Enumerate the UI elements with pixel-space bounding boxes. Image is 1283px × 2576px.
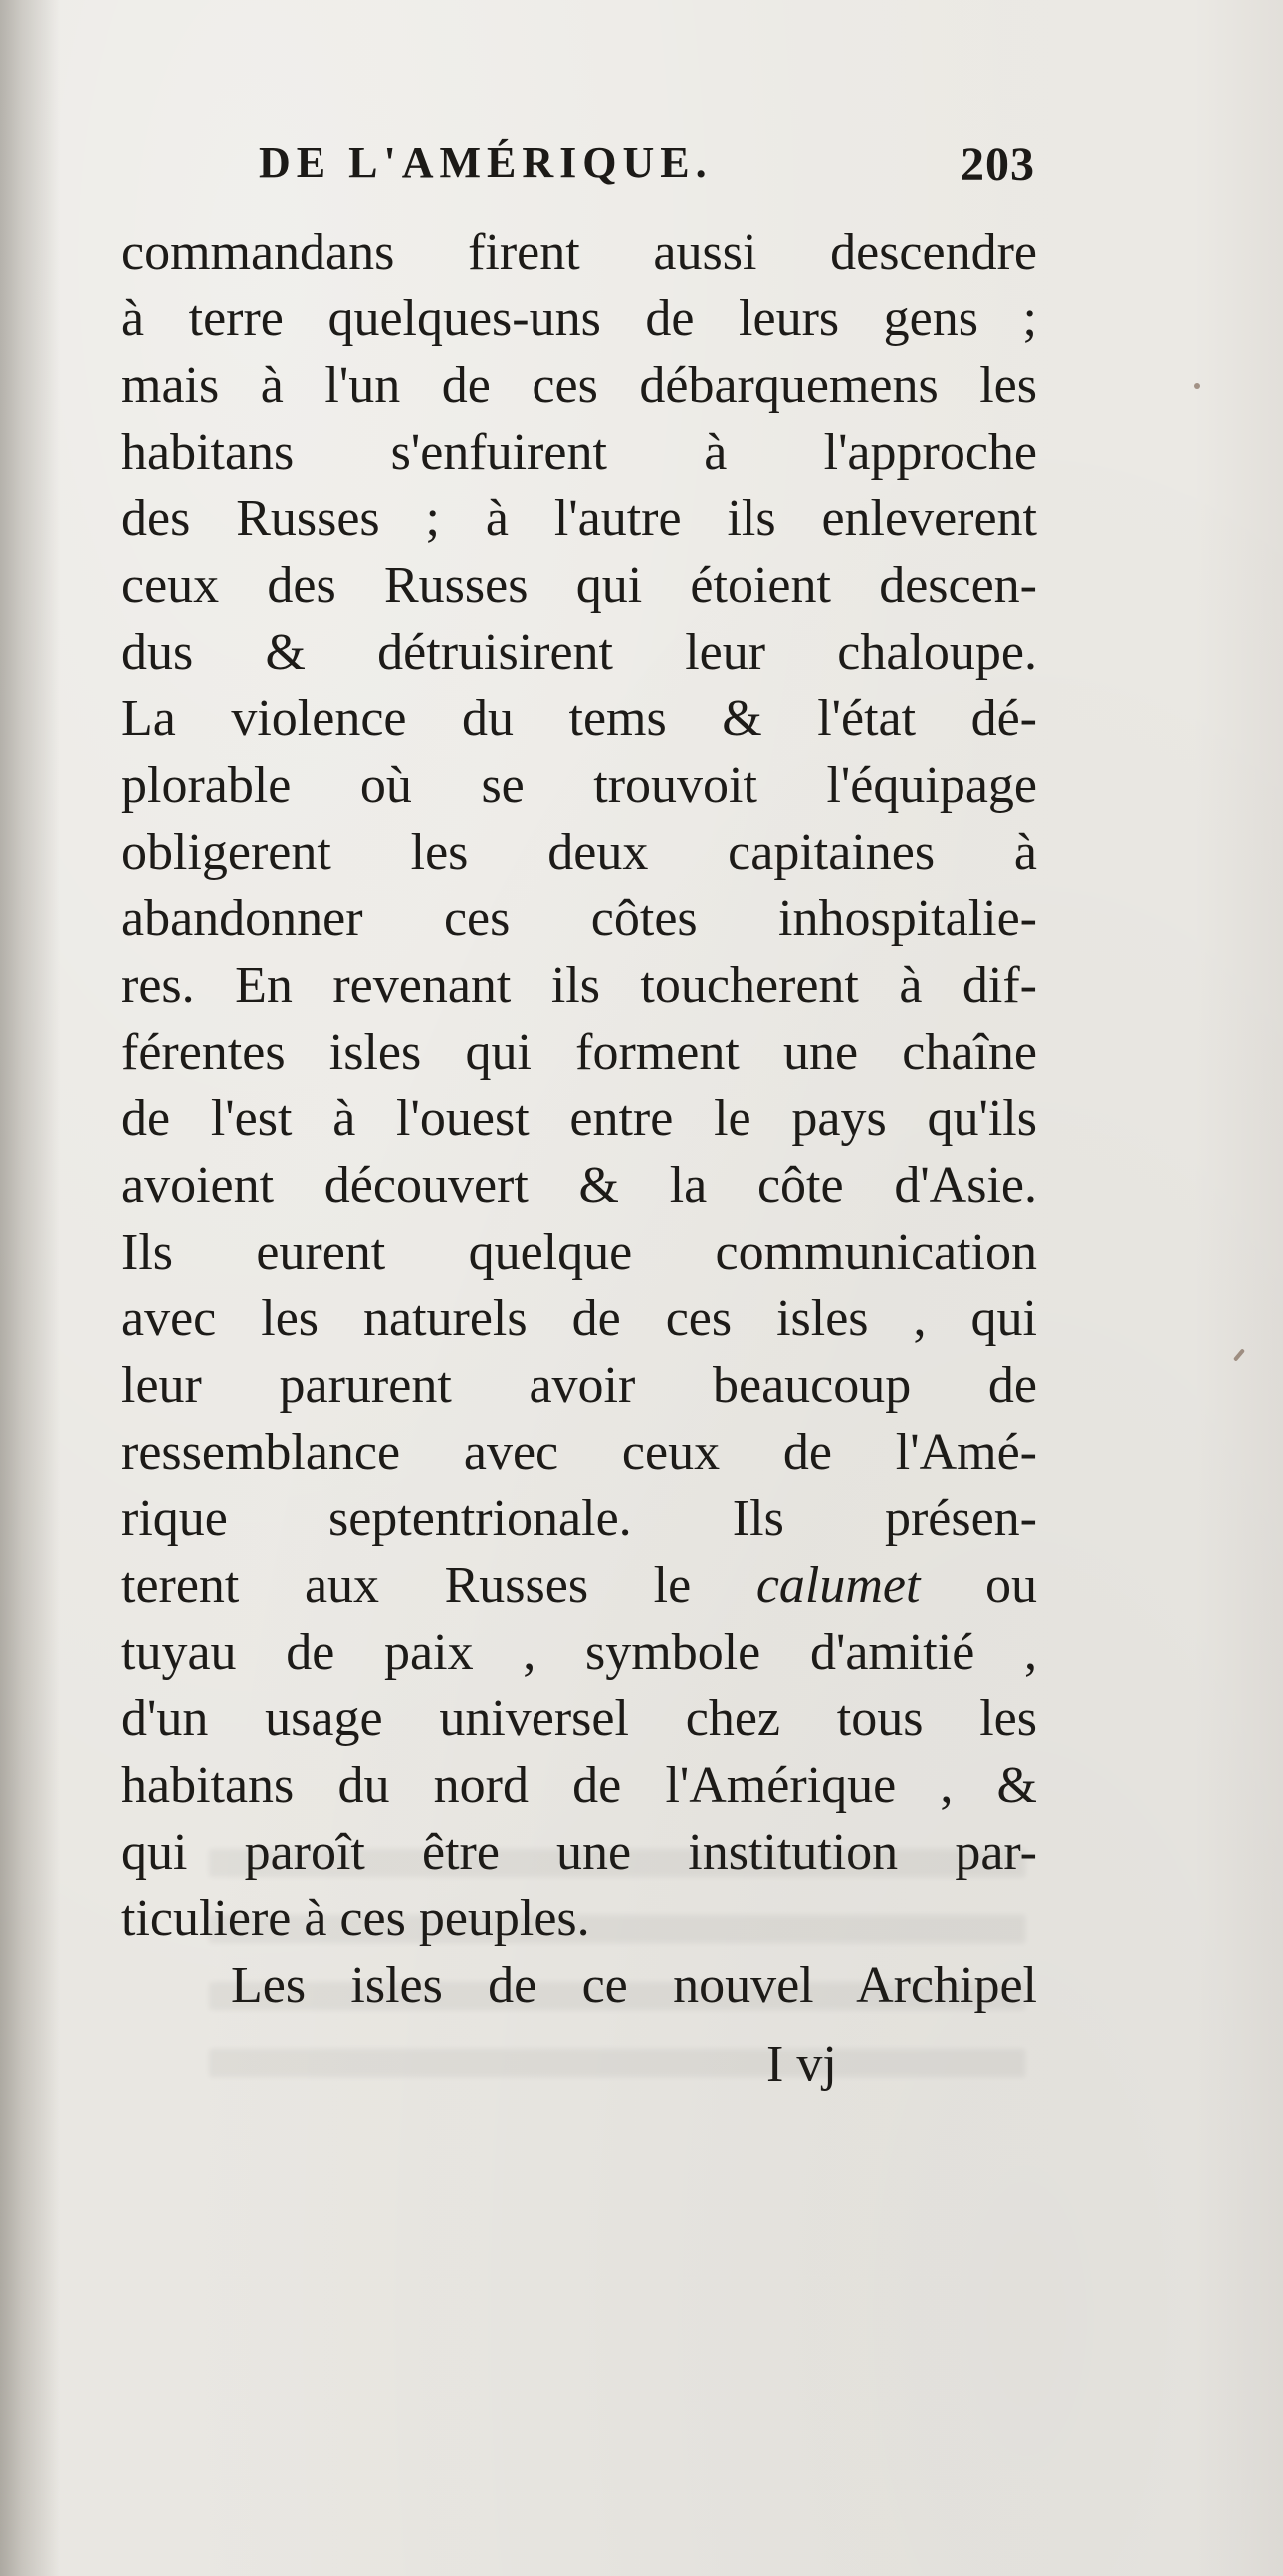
text-line: avoient découvert & la côte d'Asie. bbox=[121, 1157, 1037, 1214]
running-head bbox=[119, 137, 1055, 207]
text-line-with-italic bbox=[121, 1552, 1037, 1619]
signature-mark: I vj bbox=[766, 2036, 837, 2092]
text-line: rique septentrionale. Ils présen- bbox=[121, 1490, 1037, 1547]
text-line: mais à l'un de ces débarquemens les bbox=[121, 357, 1037, 414]
page-number: 203 bbox=[961, 138, 1035, 191]
text-line: obligerent les deux capitaines à bbox=[121, 824, 1037, 881]
text-segment: ou bbox=[920, 1557, 1038, 1614]
text-segment: terent aux Russes le bbox=[121, 1557, 756, 1614]
paragraph-start-line: Les isles de ce nouvel Archipel bbox=[231, 1957, 1037, 2014]
text-line: qui paroît être une institution par- bbox=[121, 1824, 1037, 1881]
text-line: à terre quelques-uns de leurs gens ; bbox=[121, 291, 1037, 347]
text-line: plorable où se trouvoit l'équipage bbox=[121, 757, 1037, 814]
text-line: de l'est à l'ouest entre le pays qu'ils bbox=[121, 1090, 1037, 1147]
text-line: res. En revenant ils toucherent à dif- bbox=[121, 957, 1037, 1014]
ink-speck bbox=[1194, 383, 1200, 389]
text-line: ticuliere à ces peuples. bbox=[121, 1890, 590, 1947]
text-line: tuyau de paix , symbole d'amitié , bbox=[121, 1624, 1037, 1681]
text-line: férentes isles qui forment une chaîne bbox=[121, 1024, 1037, 1081]
text-line: habitans du nord de l'Amérique , & bbox=[121, 1757, 1037, 1814]
text-line: La violence du tems & l'état dé- bbox=[121, 691, 1037, 747]
gutter-shadow bbox=[0, 0, 60, 2576]
body-text bbox=[121, 219, 1037, 2019]
text-line: leur parurent avoir beaucoup de bbox=[121, 1357, 1037, 1414]
text-line: commandans firent aussi descendre bbox=[121, 224, 1037, 281]
ink-speck bbox=[1233, 1348, 1245, 1361]
text-line: ressemblance avec ceux de l'Amé- bbox=[121, 1424, 1037, 1481]
text-line: Ils eurent quelque communication bbox=[121, 1224, 1037, 1281]
text-line: ceux des Russes qui étoient descen- bbox=[121, 557, 1037, 614]
text-line: abandonner ces côtes inhospitalie- bbox=[121, 891, 1037, 947]
text-line: d'un usage universel chez tous les bbox=[121, 1690, 1037, 1747]
text-line: des Russes ; à l'autre ils enleverent bbox=[121, 491, 1037, 547]
text-line: habitans s'enfuirent à l'approche bbox=[121, 424, 1037, 481]
text-line: dus & détruisirent leur chaloupe. bbox=[121, 624, 1037, 681]
italic-term-calumet: calumet bbox=[755, 1557, 921, 1614]
running-title: DE L'AMÉRIQUE. bbox=[259, 138, 713, 187]
text-line: avec les naturels de ces isles , qui bbox=[121, 1290, 1037, 1347]
